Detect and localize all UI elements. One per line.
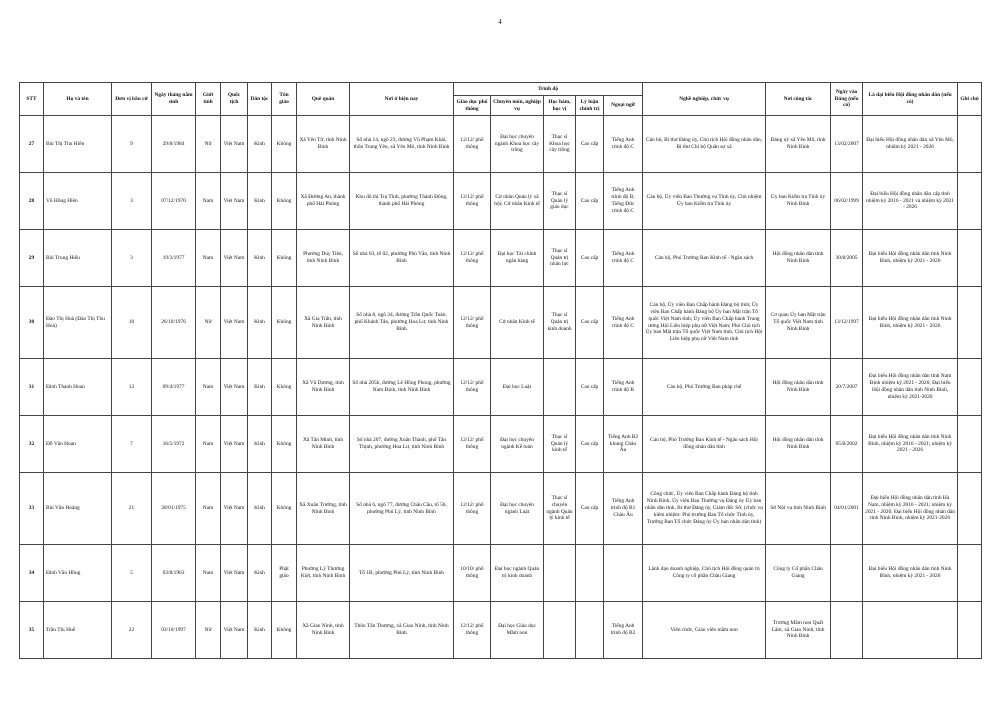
cell-degree: Thạc sĩ chuyên ngành Quản lý kinh tế [544,473,576,545]
cell-gender: Nam [196,173,221,230]
header-delegate: Là đại biểu Hội đồng nhân dân (nếu có) [863,83,958,116]
header-gender: Giới tính [196,83,221,116]
cell-party-date: 30/8/2005 [831,230,863,287]
cell-stt: 34 [20,545,44,602]
cell-note [958,230,982,287]
header-party-date: Ngày vào Đảng (nếu có) [831,83,863,116]
cell-unit: 9 [112,116,152,173]
cell-note [958,287,982,359]
cell-professional: Đại học chuyên ngành Luật [491,473,544,545]
cell-language: Tiếng Anh trình độ C [604,287,643,359]
cell-political: Cao cấp [576,116,604,173]
cell-workplace: Trường Mầm non Quất Lâm, xã Giao Ninh, tỉnh Ninh Bình [766,602,831,659]
cell-party-date: 05/8/2002 [831,416,863,473]
cell-name: Đỗ Văn Hoan [44,416,112,473]
cell-party-date: 20/7/2007 [831,359,863,416]
cell-political [576,545,604,602]
cell-nationality: Việt Nam [221,359,248,416]
cell-residence: Khu đô thị Trạ Tĩnh, phường Thành Đông, thành phố Hải Phòng [350,173,454,230]
cell-dob: 03/10/1997 [152,602,196,659]
cell-stt: 27 [20,116,44,173]
cell-workplace: Ủy ban Kiểm tra Tỉnh ủy Ninh Bình [766,173,831,230]
cell-gender: Nữ [196,116,221,173]
cell-stt: 35 [20,602,44,659]
header-political: Lý luận chính trị [576,96,604,116]
cell-political [576,602,604,659]
cell-language: Tiếng Anh trình độ C [604,116,643,173]
cell-hometown: Phường Lý Thường Kiệt, tỉnh Ninh Bình [297,545,350,602]
cell-general-edu: 12/12/ phổ thông [454,287,491,359]
cell-degree: Thạc sĩ Quản trị kinh doanh [544,287,576,359]
cell-dob: 30/01/1975 [152,473,196,545]
cell-professional: Cử nhân Quản lý xã hội; Cử nhân Kinh tế [491,173,544,230]
cell-hometown: Xã Xuân Trường, tỉnh Ninh Bình [297,473,350,545]
cell-ethnicity: Kinh [248,116,272,173]
table-row [20,416,982,473]
cell-ethnicity: Kinh [248,230,272,287]
cell-hometown: Xã Vũ Dương, tỉnh Ninh Bình [297,359,350,416]
cell-language: Tiếng Anh trình độ B; Tiếng Đức trình độ C [604,173,643,230]
cell-delegate: Đại biểu Hội đồng nhân dân tỉnh Ninh Bình, nhiệm kỳ 2021 - 2026 [863,230,958,287]
cell-language: Tiếng Anh trình độ B1 Châu Âu [604,473,643,545]
cell-stt: 33 [20,473,44,545]
cell-name: Đinh Văn Hồng [44,545,112,602]
header-unit: Đơn vị bầu cử [112,83,152,116]
cell-professional: Đại học ngành Quản trị kinh doanh [491,545,544,602]
cell-professional: Cử nhân Kinh tế [491,287,544,359]
cell-unit: 3 [112,173,152,230]
header-religion: Tôn giáo [272,83,297,116]
cell-delegate: Đại biểu Hội đồng nhân dân tỉnh Hà Nam, nhiệm kỳ 2016 - 2021; nhiệm kỳ 2021 - 2026; Đại biểu Hội đồng nhân dân tỉnh Ninh Bình, nhiệm kỳ 2021-2026 [863,473,958,545]
cell-name: Đào Thị Hoà (Đào Thị Thu Hoà) [44,287,112,359]
cell-hometown: Xã Đường An, thành phố Hải Phòng [297,173,350,230]
table-row [20,602,982,659]
cell-delegate: Đại biểu Hội đồng nhân dân tỉnh Nam Định nhiệm kỳ 2021 - 2026; Đại biểu Hội đồng nhân dân tỉnh Ninh Bình, nhiệm kỳ 2021-2026 [863,359,958,416]
cell-note [958,116,982,173]
cell-dob: 16/5/1972 [152,416,196,473]
cell-general-edu: 12/12/ phổ thông [454,173,491,230]
cell-name: Bùi Trung Hiếu [44,230,112,287]
cell-unit: 7 [112,416,152,473]
cell-occupation: Cán bộ, Bí thư Đảng ủy, Chủ tịch Hội đồng nhân dân, Bí thư Chi bộ Quân sự xã [643,116,766,173]
cell-occupation: Viên chức, Giáo viên mầm non [643,602,766,659]
cell-ethnicity: Kinh [248,545,272,602]
header-professional: Chuyên môn, nghiệp vụ [491,96,544,116]
cell-delegate: Đại biểu Hội đồng nhân dân tỉnh Ninh Bình, nhiệm kỳ 2016 - 2021; nhiệm kỳ 2021 - 2026 [863,416,958,473]
cell-workplace: Sở Nội vụ tỉnh Ninh Bình [766,473,831,545]
cell-hometown: Xã Tân Minh, tỉnh Ninh Bình [297,416,350,473]
header-workplace: Nơi công tác [766,83,831,116]
cell-note [958,545,982,602]
candidate-table [19,82,982,659]
header-name: Họ và tên [44,83,112,116]
cell-party-date: 06/02/1999 [831,173,863,230]
cell-note [958,602,982,659]
cell-general-edu: 10/10/ phổ thông [454,545,491,602]
header-language: Ngoại ngữ [604,96,643,116]
cell-degree [544,602,576,659]
cell-unit: 12 [112,359,152,416]
cell-delegate: Đại biểu Hội đồng nhân dân tỉnh Ninh Bình, nhiệm kỳ 2021 - 2026 [863,287,958,359]
cell-party-date: 13/12/1997 [831,287,863,359]
cell-nationality: Việt Nam [221,287,248,359]
cell-ethnicity: Kinh [248,416,272,473]
cell-religion: Không [272,602,297,659]
cell-note [958,473,982,545]
cell-occupation: Lãnh đạo doanh nghiệp, Chủ tịch Hội đồng quản trị Công ty cổ phần Châu Giang [643,545,766,602]
cell-general-edu: 12/12/ phổ thông [454,416,491,473]
header-general-edu: Giáo dục phổ thông [454,96,491,116]
cell-professional: Đại học Tài chính ngân hàng [491,230,544,287]
cell-professional: Đại học Giáo dục Mầm non [491,602,544,659]
cell-unit: 10 [112,287,152,359]
header-ethnicity: Dân tộc [248,83,272,116]
cell-language [604,545,643,602]
cell-name: Đinh Thanh Hoan [44,359,112,416]
cell-professional: Đại học chuyên ngành Kế toán [491,416,544,473]
cell-workplace: Đảng uỷ xã Yên Mô, tỉnh Ninh Bình [766,116,831,173]
cell-unit: 22 [112,602,152,659]
cell-nationality: Việt Nam [221,602,248,659]
cell-hometown: Phường Duy Tiên, tỉnh Ninh Bình [297,230,350,287]
cell-name: Bùi Thị Thu Hiền [44,116,112,173]
cell-religion: Không [272,173,297,230]
cell-nationality: Việt Nam [221,545,248,602]
cell-delegate: Đại biểu Hội đồng nhân dân xã Yên Mô, nhiệm kỳ 2021 - 2026 [863,116,958,173]
cell-occupation: Cán bộ, Ủy viên Ban Thường vụ Tỉnh ủy, Chủ nhiệm Ủy ban Kiểm tra Tỉnh ủy [643,173,766,230]
cell-political: Cao cấp [576,230,604,287]
cell-party-date [831,602,863,659]
cell-political: Cao cấp [576,416,604,473]
cell-unit: 21 [112,473,152,545]
header-residence: Nơi ở hiện nay [350,83,454,116]
cell-dob: 07/12/1970 [152,173,196,230]
cell-religion: Không [272,116,297,173]
cell-general-edu: 12/12/ phổ thông [454,602,491,659]
cell-religion: Không [272,473,297,545]
table-row [20,473,982,545]
cell-name: Trần Thị Huế [44,602,112,659]
table-row [20,545,982,602]
cell-language: Tiếng Anh trình độ B [604,359,643,416]
cell-religion: Phật giáo [272,545,297,602]
cell-gender: Nữ [196,287,221,359]
cell-political: Cao cấp [576,173,604,230]
cell-nationality: Việt Nam [221,473,248,545]
cell-residence: Thôn Tân Thượng, xã Giao Ninh, tỉnh Ninh Bình [350,602,454,659]
cell-hometown: Xã Giao Ninh, tỉnh Ninh Bình [297,602,350,659]
cell-general-edu: 12/12/ phổ thông [454,473,491,545]
table-row [20,287,982,359]
cell-occupation: Cán bộ, Phó Trưởng Ban Kinh tế - Ngân sách Hội đồng nhân dân tỉnh [643,416,766,473]
cell-ethnicity: Kinh [248,287,272,359]
cell-gender: Nam [196,230,221,287]
cell-degree: Thạc sĩ Quản trị nhân lực [544,230,576,287]
cell-unit: 3 [112,230,152,287]
cell-name: Bùi Văn Hoàng [44,473,112,545]
cell-gender: Nam [196,416,221,473]
cell-degree [544,359,576,416]
cell-residence: Số nhà 14, ngõ 23, đường Vũ Phạm Khải, thôn Trung Yên, xã Yên Mô, tỉnh Ninh Bình [350,116,454,173]
cell-ethnicity: Kinh [248,602,272,659]
header-hometown: Quê quán [297,83,350,116]
cell-unit: 5 [112,545,152,602]
cell-nationality: Việt Nam [221,416,248,473]
cell-gender: Nam [196,473,221,545]
cell-stt: 28 [20,173,44,230]
cell-political: Cao cấp [576,359,604,416]
cell-political: Cao cấp [576,287,604,359]
cell-gender: Nam [196,545,221,602]
cell-occupation: Công chức, Ủy viên Ban Chấp hành Đảng bộ tỉnh Ninh Bình, Ủy viên Ban Thường vụ Đảng ủy Ủy ban nhân dân tỉnh, Bí thư Đảng ủy, Giám đốc Sở; (chức vụ kiêm nhiệm: Phó trưởng Ban Tổ chức Tỉnh ủy, Trưởng Ban Tổ chức Đảng ủy Ủy ban nhân dân tỉnh) [643,473,766,545]
cell-residence: Số nhà 205b, đường Lê Hồng Phong, phường Nam Định, tỉnh Ninh Bình [350,359,454,416]
table-row [20,173,982,230]
cell-nationality: Việt Nam [221,173,248,230]
cell-residence: Tổ 1B, phường Phủ Lý, tỉnh Ninh Bình [350,545,454,602]
cell-general-edu: 12/12/ phổ thông [454,230,491,287]
cell-workplace: Cơ quan Ủy ban Mặt trận Tổ quốc Việt Nam tỉnh Ninh Bình [766,287,831,359]
table-row [20,230,982,287]
cell-stt: 30 [20,287,44,359]
cell-note [958,173,982,230]
cell-professional: Đại học chuyên ngành Khoa học cây trồng [491,116,544,173]
header-dob: Ngày tháng năm sinh [152,83,196,116]
cell-party-date: 04/01/2001 [831,473,863,545]
cell-residence: Số nhà 207, đường Xuân Thành, phố Tân Thịnh, phường Hoa Lư, tỉnh Ninh Bình [350,416,454,473]
cell-note [958,416,982,473]
header-nationality: Quốc tịch [221,83,248,116]
cell-gender: Nam [196,359,221,416]
cell-name: Vũ Hồng Hiên [44,173,112,230]
cell-degree: Thạc sĩ Quản lý giáo dục [544,173,576,230]
cell-gender: Nữ [196,602,221,659]
cell-religion: Không [272,287,297,359]
cell-language: Tiếng Anh B2 khung Châu Âu [604,416,643,473]
cell-ethnicity: Kinh [248,173,272,230]
cell-dob: 03/8/1963 [152,545,196,602]
cell-language: Tiếng Anh trình độ C [604,230,643,287]
cell-party-date [831,545,863,602]
cell-degree: Thạc sĩ Quản lý kinh tế [544,416,576,473]
table-row [20,116,982,173]
cell-occupation: Cán bộ, Phó Trưởng Ban Kinh tế - Ngân sách [643,230,766,287]
header-stt: STT [20,83,44,116]
cell-dob: 09/4/1977 [152,359,196,416]
cell-religion: Không [272,230,297,287]
cell-professional: Đại học Luật [491,359,544,416]
cell-nationality: Việt Nam [221,230,248,287]
cell-workplace: Hội đồng nhân dân tỉnh Ninh Bình [766,359,831,416]
cell-note [958,359,982,416]
cell-stt: 29 [20,230,44,287]
cell-delegate: Đại biểu Hội đồng nhân dân tỉnh Ninh Bình, nhiệm kỳ 2021 - 2026 [863,545,958,602]
cell-dob: 26/10/1976 [152,287,196,359]
cell-political: Cao cấp [576,473,604,545]
cell-general-edu: 12/12/ phổ thông [454,116,491,173]
cell-language: Tiếng Anh trình độ B2 [604,602,643,659]
header-degree: Học hàm, học vị [544,96,576,116]
cell-occupation: Cán bộ, Phó Trưởng Ban pháp chế [643,359,766,416]
cell-delegate [863,602,958,659]
cell-ethnicity: Kinh [248,473,272,545]
cell-hometown: Xã Yên Từ, tỉnh Ninh Bình [297,116,350,173]
cell-religion: Không [272,359,297,416]
cell-ethnicity: Kinh [248,359,272,416]
cell-residence: Số nhà 63, tổ 02, phường Phù Vân, tỉnh Ninh Bình [350,230,454,287]
cell-workplace: Hội đồng nhân dân tỉnh Ninh Bình [766,230,831,287]
cell-party-date: 13/02/2007 [831,116,863,173]
cell-dob: 19/3/1977 [152,230,196,287]
cell-workplace: Hội đồng nhân dân tỉnh Ninh Bình [766,416,831,473]
cell-delegate: Đại biểu Hội đồng nhân dân cấp tỉnh nhiệm kỳ 2016 - 2021 và nhiệm kỳ 2021 - 2026 [863,173,958,230]
header-occupation: Nghề nghiệp, chức vụ [643,83,766,116]
header-note: Ghi chú [958,83,982,116]
cell-degree: Thạc sĩ Khoa học cây trồng [544,116,576,173]
cell-occupation: Cán bộ, Ủy viên Ban Chấp hành Đảng bộ tỉnh; Ủy viên Ban Chấp hành Đảng bộ Ủy ban Mặt trận Tổ quốc Việt Nam tỉnh; Ủy viên Ban Chấp hành Trung ương Hội Liên hiệp phụ nữ Việt Nam; Phó Chủ tịch Ủy ban Mặt trận Tổ quốc Việt Nam tỉnh, Chủ tịch Hội Liên hiệp phụ nữ Việt Nam tỉnh [643,287,766,359]
cell-residence: Số nhà 8, ngõ 34, đường Trần Quốc Toản, phố Khánh Tân, phường Hoa Lư, tỉnh Ninh Bình [350,287,454,359]
page-number: 4 [498,18,502,26]
table-row [20,359,982,416]
cell-nationality: Việt Nam [221,116,248,173]
cell-stt: 32 [20,416,44,473]
cell-dob: 29/8/1984 [152,116,196,173]
cell-general-edu: 12/12/ phổ thông [454,359,491,416]
cell-hometown: Xã Gia Trấn, tỉnh Ninh Bình [297,287,350,359]
cell-religion: Không [272,416,297,473]
cell-residence: Số nhà 6, ngõ 77, đường Châu Cầu, tổ 5b, phường Phủ Lý, tỉnh Ninh Bình [350,473,454,545]
cell-workplace: Công ty Cổ phần Châu Giang [766,545,831,602]
cell-stt: 31 [20,359,44,416]
header-education-group: Trình độ [454,83,643,96]
cell-degree [544,545,576,602]
